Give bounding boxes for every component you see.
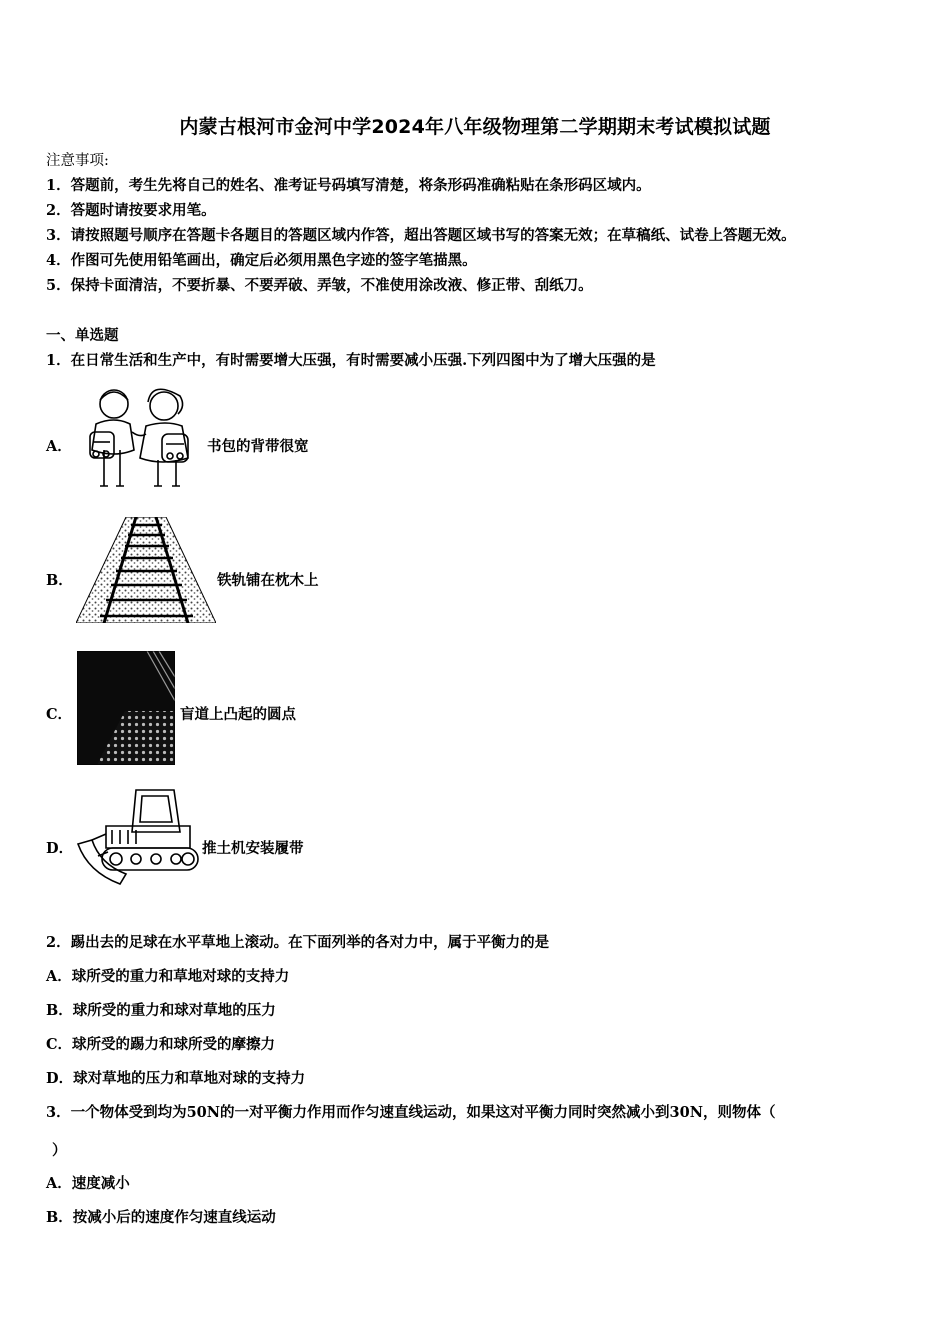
q1-option-b-label: B． bbox=[46, 572, 73, 589]
q1-option-a-caption: 书包的背带很宽 bbox=[207, 438, 309, 455]
students-backpack-icon bbox=[76, 384, 206, 490]
q3-option-a: A．速度减小 bbox=[46, 1175, 130, 1192]
note-item: 1．答题前，考生先将自己的姓名、准考证号码填写清楚，将条形码准确粘贴在条形码区域内。 bbox=[46, 177, 651, 194]
q1-option-b-caption: 铁轨铺在枕木上 bbox=[217, 572, 319, 589]
q3-option-b: B．按减小后的速度作匀速直线运动 bbox=[46, 1209, 276, 1226]
q1-option-c-label: C． bbox=[46, 706, 73, 723]
note-item: 4．作图可先使用铅笔画出，确定后必须用黑色字迹的签字笔描黑。 bbox=[46, 252, 477, 269]
q2-option-b: B．球所受的重力和球对草地的压力 bbox=[46, 1002, 276, 1019]
notes-heading: 注意事项: bbox=[46, 153, 109, 169]
q1-option-c-caption: 盲道上凸起的圆点 bbox=[180, 706, 296, 723]
note-item: 2．答题时请按要求用笔。 bbox=[46, 202, 216, 219]
q1-option-a-label: A． bbox=[46, 438, 72, 455]
section-heading: 一、单选题 bbox=[46, 327, 119, 344]
tactile-paving-icon bbox=[77, 651, 175, 765]
question-1-stem: 1．在日常生活和生产中，有时需要增大压强，有时需要减小压强.下列四图中为了增大压强的是 bbox=[46, 352, 656, 369]
question-2-stem: 2．踢出去的足球在水平草地上滚动。在下面列举的各对力中，属于平衡力的是 bbox=[46, 934, 550, 951]
bulldozer-icon bbox=[76, 786, 202, 890]
q2-option-a: A．球所受的重力和草地对球的支持力 bbox=[46, 968, 290, 985]
q1-option-d-caption: 推土机安装履带 bbox=[202, 840, 304, 857]
question-3-stem: 3．一个物体受到均为50N的一对平衡力作用而作匀速直线运动，如果这对平衡力同时突然减小到30N，则物体（ bbox=[46, 1104, 776, 1121]
page-title: 内蒙古根河市金河中学2024年八年级物理第二学期期末考试模拟试题 bbox=[179, 116, 771, 138]
q2-option-c: C．球所受的踢力和球所受的摩擦力 bbox=[46, 1036, 276, 1053]
q1-option-d-label: D． bbox=[46, 840, 74, 857]
note-item: 5．保持卡面清洁，不要折暴、不要弄破、弄皱，不准使用涂改液、修正带、刮纸刀。 bbox=[46, 277, 593, 294]
q2-option-d: D．球对草地的压力和草地对球的支持力 bbox=[46, 1070, 306, 1087]
railway-track-icon bbox=[76, 517, 216, 623]
note-item: 3．请按照题号顺序在答题卡各题目的答题区域内作答，超出答题区域书写的答案无效；在草稿纸、试卷上答题无效。 bbox=[46, 227, 796, 244]
question-3-stem-end: ） bbox=[52, 1142, 67, 1159]
